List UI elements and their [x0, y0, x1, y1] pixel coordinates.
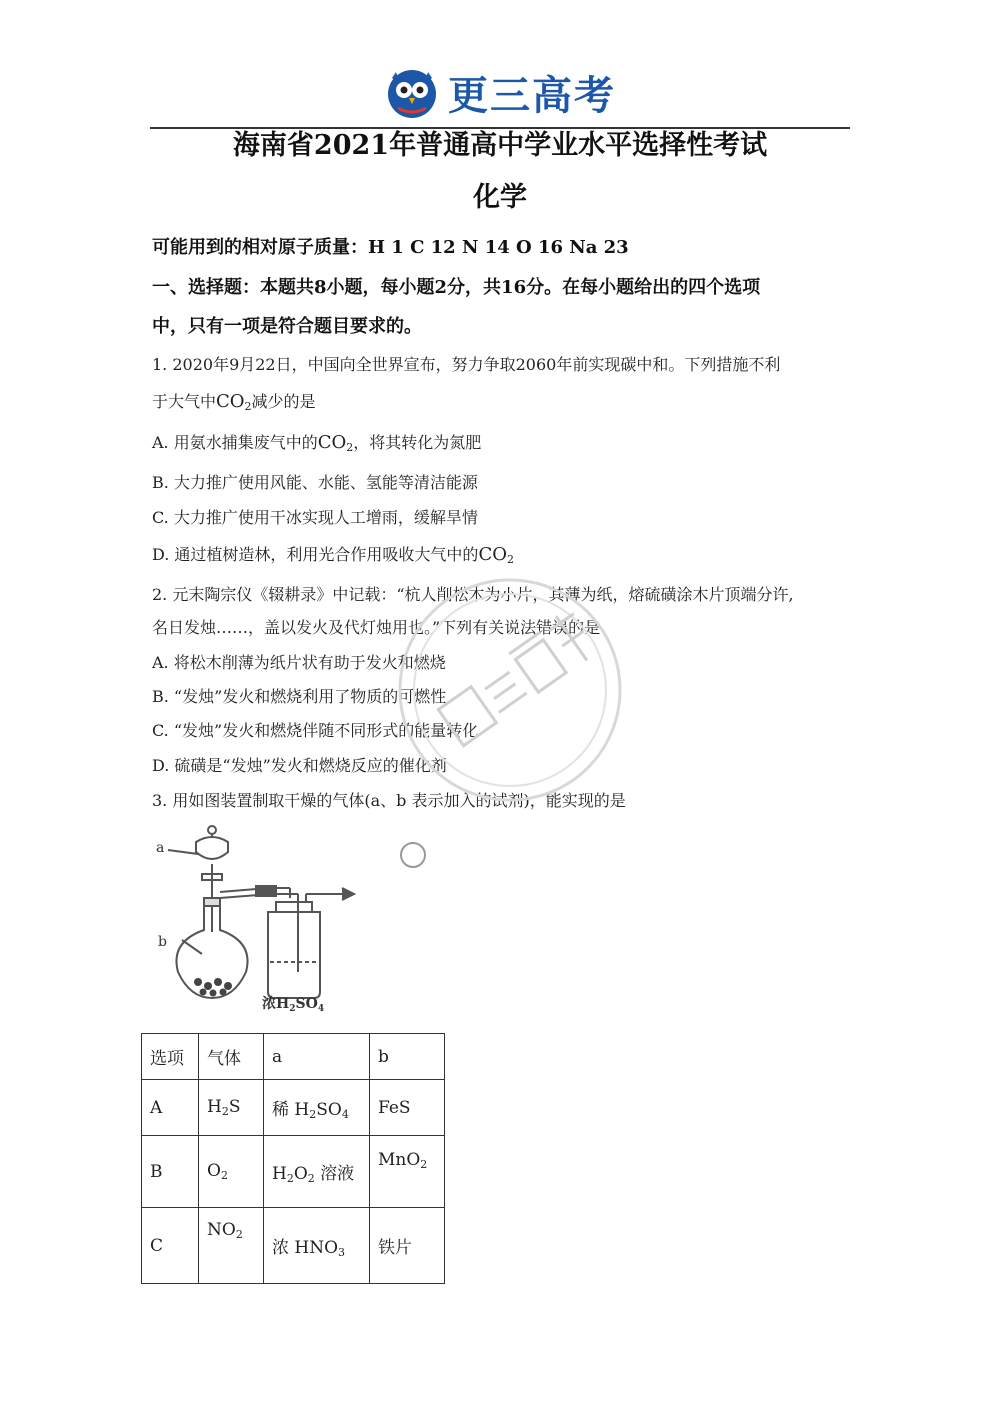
- q2-option-c: C. “发烛”发火和燃烧伴随不同形式的能量转化: [152, 721, 479, 740]
- header-cell-option: 选项: [142, 1034, 199, 1080]
- label-b: b: [158, 934, 167, 950]
- option-cell: A: [142, 1080, 199, 1136]
- header-logo: [384, 60, 616, 124]
- q2-stem-line1: 2. 元末陶宗仪《辍耕录》中记载：“杭人削松木为小片，其薄为纸，熔硫磺涂木片顶端分许,: [152, 585, 794, 604]
- header-cell-a: a: [264, 1034, 370, 1080]
- reagent-b-cell: FeS: [370, 1080, 445, 1136]
- label-a: a: [156, 840, 165, 856]
- option-cell: C: [142, 1208, 199, 1284]
- reagent-b-cell: MnO$_2$: [370, 1136, 445, 1208]
- exam-subject: 化学: [473, 182, 527, 213]
- q3-stem: 3. 用如图装置制取干燥的气体(a、b 表示加入的试剂)，能实现的是: [152, 791, 626, 810]
- q1-stem-line2: 于大气中$CO_2$减少的是: [152, 391, 316, 413]
- table-row: [142, 1208, 445, 1284]
- gas-cell: $O_2$: [199, 1136, 264, 1208]
- q2-option-b: B. “发烛”发火和燃烧利用了物质的可燃性: [152, 687, 447, 706]
- owl-logo-icon: [384, 64, 440, 120]
- gas-apparatus-diagram: [150, 822, 380, 1017]
- decorative-circle: [400, 842, 426, 868]
- brand-name: 更三高考: [448, 72, 616, 119]
- q1-option-b: B. 大力推广使用风能、水能、氢能等清洁能源: [152, 473, 478, 492]
- reagent-b-cell: 铁片: [370, 1208, 445, 1284]
- reagent-a-cell: 浓 $HNO_3$: [264, 1208, 370, 1284]
- header-cell-gas: 气体: [199, 1034, 264, 1080]
- reagent-a-cell: $H_2O_2$ 溶液: [264, 1136, 370, 1208]
- bottle-label: 浓$H_2SO_4$: [262, 996, 325, 1014]
- q2-option-a: A. 将松木削薄为纸片状有助于发火和燃烧: [152, 653, 446, 672]
- table-row: [142, 1080, 445, 1136]
- q1-option-d: D. 通过植树造林，利用光合作用吸收大气中的$CO_2$: [152, 544, 514, 566]
- reagent-a-cell: 稀 $H_2SO_4$: [264, 1080, 370, 1136]
- header-cell-b: b: [370, 1034, 445, 1080]
- atomic-masses: 可能用到的相对原子质量：H 1 C 12 N 14 O 16 Na 23: [152, 237, 629, 258]
- section-heading-line1: 一、选择题：本题共8小题，每小题2分，共16分。在每小题给出的四个选项: [152, 277, 761, 298]
- gas-cell: $NO_2$: [199, 1208, 264, 1284]
- q1-option-a: A. 用氨水捕集废气中的$CO_2$，将其转化为氮肥: [152, 432, 482, 454]
- table-row: [142, 1136, 445, 1208]
- section-heading-line2: 中，只有一项是符合题目要求的。: [152, 316, 422, 337]
- option-cell: B: [142, 1136, 199, 1208]
- gas-cell: $H_2S$: [199, 1080, 264, 1136]
- q2-stem-line2: 名日发烛……，盖以发火及代灯烛用也。”下列有关说法错误的是: [152, 618, 601, 637]
- table-header-row: [142, 1034, 445, 1080]
- q1-option-c: C. 大力推广使用干冰实现人工增雨，缓解旱情: [152, 508, 478, 527]
- q1-stem-line1: 1. 2020年9月22日，中国向全世界宣布，努力争取2060年前实现碳中和。下列措施不利: [152, 355, 781, 374]
- options-table: [141, 1033, 445, 1284]
- exam-title: 海南省2021年普通高中学业水平选择性考试: [232, 130, 768, 161]
- q2-option-d: D. 硫磺是“发烛”发火和燃烧反应的催化剂: [152, 756, 447, 775]
